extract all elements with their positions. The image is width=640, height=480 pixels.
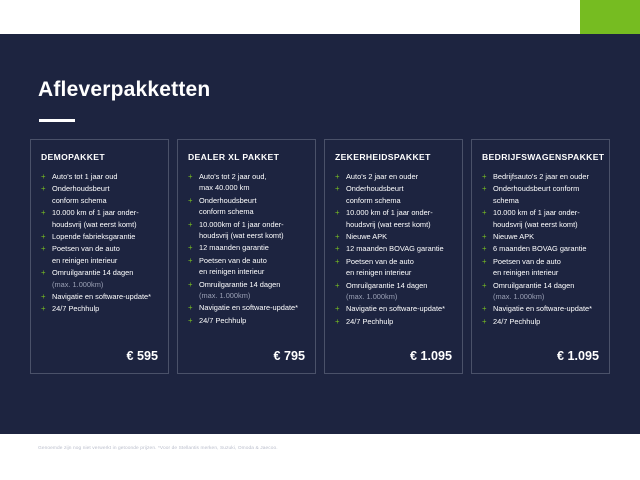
list-item: [482, 183, 599, 206]
package-card[interactable]: [324, 139, 463, 374]
plus-icon: +: [335, 244, 340, 254]
list-item: [335, 303, 452, 314]
plus-icon: +: [335, 304, 340, 314]
feature-text: Navigatie en software-update*: [346, 304, 446, 314]
list-item: [41, 303, 158, 314]
feature-text-line2: conform schema: [199, 207, 254, 217]
feature-text-note: (max. 1.000km): [493, 292, 545, 302]
list-item: [335, 207, 452, 230]
feature-text-line2: houdsvrij (wat eerst komt): [199, 231, 284, 241]
plus-icon: +: [335, 280, 340, 290]
list-item: [188, 242, 305, 253]
plus-icon: +: [188, 255, 193, 265]
plus-icon: +: [188, 279, 193, 289]
feature-text: Auto's tot 2 jaar oud,: [199, 172, 267, 181]
list-item: [482, 231, 599, 242]
feature-text-line2: conform schema: [346, 195, 401, 205]
feature-text-line2: schema: [493, 195, 519, 205]
feature-text: Poetsen van de auto: [493, 256, 561, 266]
list-item: [188, 195, 305, 218]
feature-text-line2: en reinigen interieur: [52, 255, 118, 265]
package-price: € 595: [126, 349, 158, 363]
plus-icon: +: [41, 292, 46, 302]
title-underline-rule: [39, 119, 75, 122]
feature-text: Lopende fabrieksgarantie: [52, 232, 136, 242]
list-item: [335, 231, 452, 242]
feature-text: Omruilgarantie 14 dagen: [346, 280, 428, 290]
list-item: [188, 279, 305, 302]
list-item: [41, 207, 158, 230]
feature-text: Onderhoudsbeurt: [346, 184, 404, 194]
list-item: [335, 243, 452, 254]
feature-text: 10.000 km of 1 jaar onder-: [493, 208, 580, 218]
feature-text: Nieuwe APK: [493, 232, 535, 242]
package-title: DEALER XL PAKKET: [188, 152, 280, 162]
plus-icon: +: [41, 244, 46, 254]
top-accent-bar: [580, 0, 640, 34]
plus-icon: +: [335, 232, 340, 242]
feature-text: Poetsen van de auto: [346, 256, 414, 266]
list-item: [482, 171, 599, 182]
feature-text: 24/7 Pechhulp: [346, 316, 394, 326]
plus-icon: +: [188, 303, 193, 313]
list-item: [41, 171, 158, 182]
plus-icon: +: [188, 315, 193, 325]
list-item: [41, 243, 158, 266]
list-item: [482, 280, 599, 303]
plus-icon: +: [41, 172, 46, 181]
plus-icon: +: [482, 316, 487, 326]
page-title: Afleverpakketten: [38, 78, 211, 101]
feature-text-line2: conform schema: [52, 195, 107, 205]
list-item: [335, 171, 452, 182]
feature-text-note: (max. 1.000km): [346, 292, 398, 302]
feature-text: 12 maanden BOVAG garantie: [346, 244, 444, 254]
package-title: ZEKERHEIDSPAKKET: [335, 152, 431, 162]
plus-icon: +: [41, 232, 46, 242]
feature-text: Onderhoudsbeurt: [199, 195, 257, 205]
feature-text: 10.000 km of 1 jaar onder-: [52, 208, 139, 218]
feature-text-note: (max. 1.000km): [52, 279, 104, 289]
package-card[interactable]: [471, 139, 610, 374]
plus-icon: +: [41, 268, 46, 278]
plus-icon: +: [335, 316, 340, 326]
list-item: [335, 280, 452, 303]
plus-icon: +: [482, 256, 487, 266]
list-item: [482, 316, 599, 327]
plus-icon: +: [41, 208, 46, 218]
feature-text: 24/7 Pechhulp: [52, 304, 100, 314]
list-item: [335, 183, 452, 206]
plus-icon: +: [41, 184, 46, 194]
plus-icon: +: [335, 208, 340, 218]
list-item: [188, 171, 305, 194]
list-item: [41, 231, 158, 242]
footnote-text: Genoemde zijn nog niet verwerkt in getoonde prijzen. *Voor de Stellantis merken, Suzuki, Omoda & Jaecoo.: [38, 446, 278, 451]
feature-text: Omruilgarantie 14 dagen: [199, 279, 281, 289]
plus-icon: +: [482, 244, 487, 254]
feature-text: Nieuwe APK: [346, 232, 388, 242]
package-title: DEMOPAKKET: [41, 152, 105, 162]
list-item: [482, 256, 599, 279]
feature-text-line2: houdsvrij (wat eerst komt): [52, 219, 137, 229]
plus-icon: +: [41, 304, 46, 314]
feature-text-line2: en reinigen interieur: [346, 268, 412, 278]
feature-text: Poetsen van de auto: [52, 244, 120, 254]
feature-list: [41, 171, 158, 339]
feature-text: 6 maanden BOVAG garantie: [493, 244, 587, 254]
plus-icon: +: [482, 184, 487, 194]
list-item: [335, 316, 452, 327]
feature-text-line2: max 40.000 km: [199, 183, 250, 193]
plus-icon: +: [335, 172, 340, 181]
feature-text: Auto's tot 1 jaar oud: [52, 172, 118, 181]
feature-text: 12 maanden garantie: [199, 243, 269, 253]
feature-text: Navigatie en software-update*: [199, 303, 299, 313]
feature-text: 10.000 km of 1 jaar onder-: [346, 208, 433, 218]
packages-panel: [0, 34, 640, 451]
feature-text: Omruilgarantie 14 dagen: [493, 280, 575, 290]
package-card[interactable]: [177, 139, 316, 374]
list-item: [188, 315, 305, 326]
list-item: [188, 219, 305, 242]
package-card-list: [30, 139, 610, 374]
feature-list: [482, 171, 599, 339]
plus-icon: +: [482, 208, 487, 218]
feature-text: 24/7 Pechhulp: [493, 316, 541, 326]
package-price: € 1.095: [556, 349, 599, 363]
feature-text: Navigatie en software-update*: [493, 304, 593, 314]
feature-text: Onderhoudsbeurt: [52, 184, 110, 194]
feature-text: Auto's 2 jaar en ouder: [346, 172, 419, 181]
feature-text-line2: houdsvrij (wat eerst komt): [493, 219, 578, 229]
plus-icon: +: [335, 184, 340, 194]
feature-text-line2: en reinigen interieur: [199, 267, 265, 277]
plus-icon: +: [188, 219, 193, 229]
feature-text: Navigatie en software-update*: [52, 292, 152, 302]
list-item: [41, 267, 158, 290]
feature-text: 10.000km of 1 jaar onder-: [199, 219, 284, 229]
list-item: [41, 183, 158, 206]
plus-icon: +: [482, 280, 487, 290]
list-item: [188, 302, 305, 313]
list-item: [482, 303, 599, 314]
feature-list: [188, 171, 305, 339]
list-item: [335, 256, 452, 279]
feature-text: Bedrijfsauto's 2 jaar en ouder: [493, 172, 589, 181]
package-price: € 795: [273, 349, 305, 363]
plus-icon: +: [188, 243, 193, 253]
plus-icon: +: [188, 195, 193, 205]
list-item: [482, 243, 599, 254]
plus-icon: +: [335, 256, 340, 266]
package-card[interactable]: [30, 139, 169, 374]
list-item: [188, 255, 305, 278]
feature-list: [335, 171, 452, 339]
feature-text: Omruilgarantie 14 dagen: [52, 268, 134, 278]
feature-text: Onderhoudsbeurt conform: [493, 184, 580, 194]
feature-text-note: (max. 1.000km): [199, 291, 251, 301]
list-item: [482, 207, 599, 230]
plus-icon: +: [188, 172, 193, 181]
package-title: BEDRIJFSWAGENSPAKKET: [482, 152, 605, 162]
plus-icon: +: [482, 172, 487, 181]
plus-icon: +: [482, 232, 487, 242]
feature-text-line2: houdsvrij (wat eerst komt): [346, 219, 431, 229]
feature-text: 24/7 Pechhulp: [199, 315, 247, 325]
package-price: € 1.095: [409, 349, 452, 363]
feature-text-line2: en reinigen interieur: [493, 268, 559, 278]
plus-icon: +: [482, 304, 487, 314]
list-item: [41, 291, 158, 302]
feature-text: Poetsen van de auto: [199, 255, 267, 265]
